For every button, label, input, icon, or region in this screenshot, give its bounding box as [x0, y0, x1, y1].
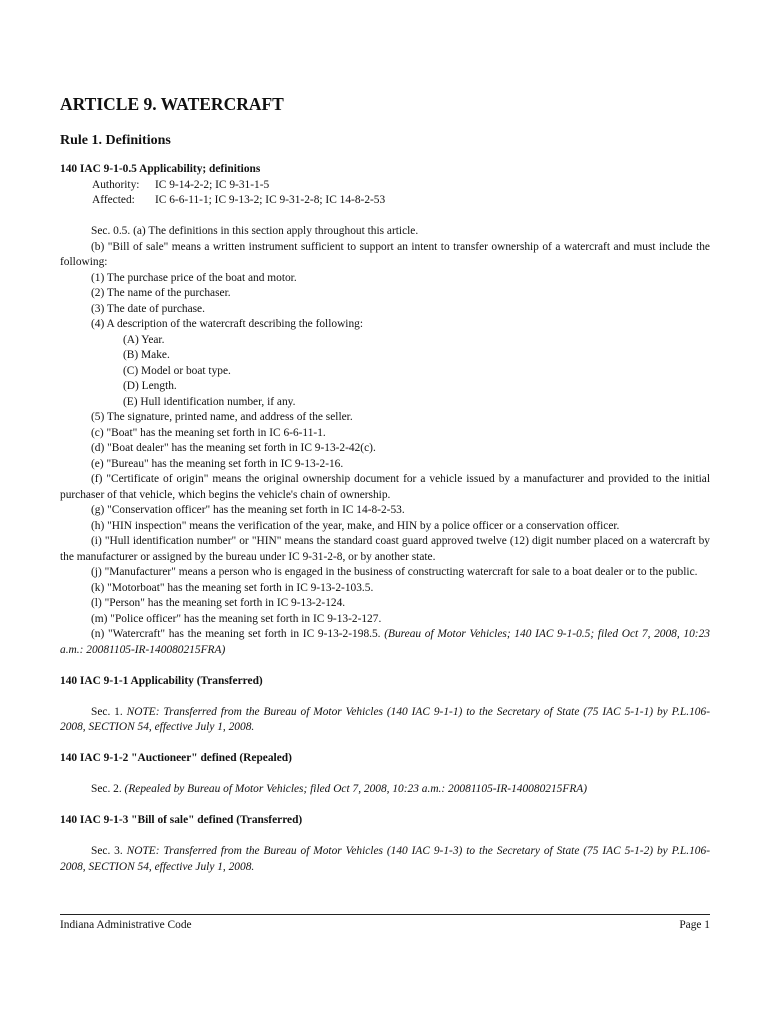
- page-number: Page 1: [679, 919, 710, 931]
- definitions-intro: Sec. 0.5. (a) The definitions in this section apply throughout this article.: [91, 225, 419, 237]
- section-heading-2: 140 IAC 9-1-2 "Auctioneer" defined (Repealed): [60, 752, 292, 764]
- definition-b4-subitem: (B) Make.: [123, 349, 170, 361]
- definition-b4-subitem: (E) Hull identification number, if any.: [123, 395, 296, 408]
- spacer: [60, 209, 710, 225]
- page-footer: [60, 914, 710, 933]
- definition-h: (h) "HIN inspection" means the verification of the year, make, and HIN by a police officer or a conservation officer.: [91, 519, 620, 532]
- definition-b-item: (3) The date of purchase.: [91, 302, 205, 315]
- transfer-note: NOTE: Transferred from the Bureau of Motor Vehicles (140 IAC 9-1-3) to the Secretary of State (75 IAC 5-1-2) by P.L.106-2008, SECTION 54, effective July 1, 2008.: [60, 845, 710, 873]
- document-body: [60, 93, 710, 875]
- section-3-number: Sec. 3.: [91, 845, 123, 857]
- definition-g: (g) "Conservation officer" has the meaning set forth in IC 14-8-2-53.: [91, 504, 405, 516]
- definition-c: (c) "Boat" has the meaning set forth in IC 6-6-11-1.: [91, 426, 326, 439]
- spacer: [60, 689, 710, 705]
- section-3-body: [60, 844, 710, 875]
- definition-b-item: (4) A description of the watercraft describing the following:: [91, 318, 364, 330]
- spacer: [60, 736, 710, 752]
- section-heading-0-5: 140 IAC 9-1-0.5 Applicability; definitions: [60, 163, 261, 175]
- section-1-number: Sec. 1.: [91, 705, 123, 718]
- section-1-body: [60, 705, 710, 736]
- article-title: ARTICLE 9. WATERCRAFT: [60, 94, 284, 114]
- affected-value: IC 6-6-11-1; IC 9-13-2; IC 9-31-2-8; IC 14-8-2-53: [155, 194, 386, 206]
- affected-row: [60, 193, 710, 209]
- definition-m: (m) "Police officer" has the meaning set forth in IC 9-13-2-127.: [91, 612, 382, 625]
- definition-f: (f) "Certificate of origin" means the original ownership document for a vehicle issued by a manufacturer and provided to the initial purchaser of that vehicle, which begins the vehicle's chain of ownership.: [60, 473, 710, 501]
- section-heading-3: 140 IAC 9-1-3 "Bill of sale" defined (Transferred): [60, 814, 303, 826]
- transfer-note: NOTE: Transferred from the Bureau of Motor Vehicles (140 IAC 9-1-1) to the Secretary of State (75 IAC 5-1-1) by P.L.106-2008, SECTION 54, effective July 1, 2008.: [60, 705, 710, 733]
- section-2-body: [60, 782, 710, 798]
- definition-e: (e) "Bureau" has the meaning set forth in IC 9-13-2-16.: [91, 457, 344, 470]
- spacer: [60, 658, 710, 674]
- definition-k: (k) "Motorboat" has the meaning set forth in IC 9-13-2-103.5.: [91, 581, 374, 594]
- spacer: [60, 767, 710, 783]
- definition-b-item: (5) The signature, printed name, and address of the seller.: [91, 411, 353, 423]
- footer-publication: Indiana Administrative Code: [60, 919, 192, 931]
- definition-i: (i) "Hull identification number" or "HIN" means the standard coast guard approved twelve (12) digit number placed on a watercraft by the manufacturer or assigned by the bureau under IC 9-31-2-8, or by another state.: [60, 535, 710, 563]
- definition-j: (j) "Manufacturer" means a person who is engaged in the business of constructing watercraft for sale to a boat dealer or to the public.: [91, 566, 698, 578]
- definition-b-item: (1) The purchase price of the boat and motor.: [91, 271, 297, 284]
- repeal-note: (Repealed by Bureau of Motor Vehicles; filed Oct 7, 2008, 10:23 a.m.: 20081105-IR-140080215FRA): [124, 783, 588, 795]
- definition-b: (b) "Bill of sale" means a written instrument sufficient to support an intent to transfer ownership of a watercraft and must include the following:: [60, 240, 710, 268]
- definition-b4-subitem: (D) Length.: [123, 380, 177, 392]
- spacer: [60, 798, 710, 814]
- spacer: [60, 829, 710, 845]
- definition-l: (l) "Person" has the meaning set forth in IC 9-13-2-124.: [91, 597, 346, 609]
- definition-b-item: (2) The name of the purchaser.: [91, 287, 231, 299]
- rule-title: Rule 1. Definitions: [60, 133, 171, 148]
- definition-n-text: (n) "Watercraft" has the meaning set forth in IC 9-13-2-198.5.: [91, 628, 381, 640]
- definition-d: (d) "Boat dealer" has the meaning set forth in IC 9-13-2-42(c).: [91, 442, 376, 454]
- history-note: (Bureau of Motor Vehicles; 140 IAC 9-1-0.5; filed Oct 7, 2008, 10:23 a.m.: 20081105-IR-140080215FRA): [60, 628, 710, 656]
- definition-b4-subitem: (A) Year.: [123, 333, 165, 346]
- authority-label: Authority:: [92, 178, 140, 191]
- section-2-number: Sec. 2.: [91, 783, 122, 795]
- definition-b4-subitem: (C) Model or boat type.: [123, 364, 231, 377]
- section-heading-1: 140 IAC 9-1-1 Applicability (Transferred): [60, 674, 263, 687]
- affected-label: Affected:: [92, 194, 135, 206]
- definition-n: [60, 627, 710, 658]
- authority-row: [60, 178, 710, 194]
- authority-value: IC 9-14-2-2; IC 9-31-1-5: [155, 178, 270, 191]
